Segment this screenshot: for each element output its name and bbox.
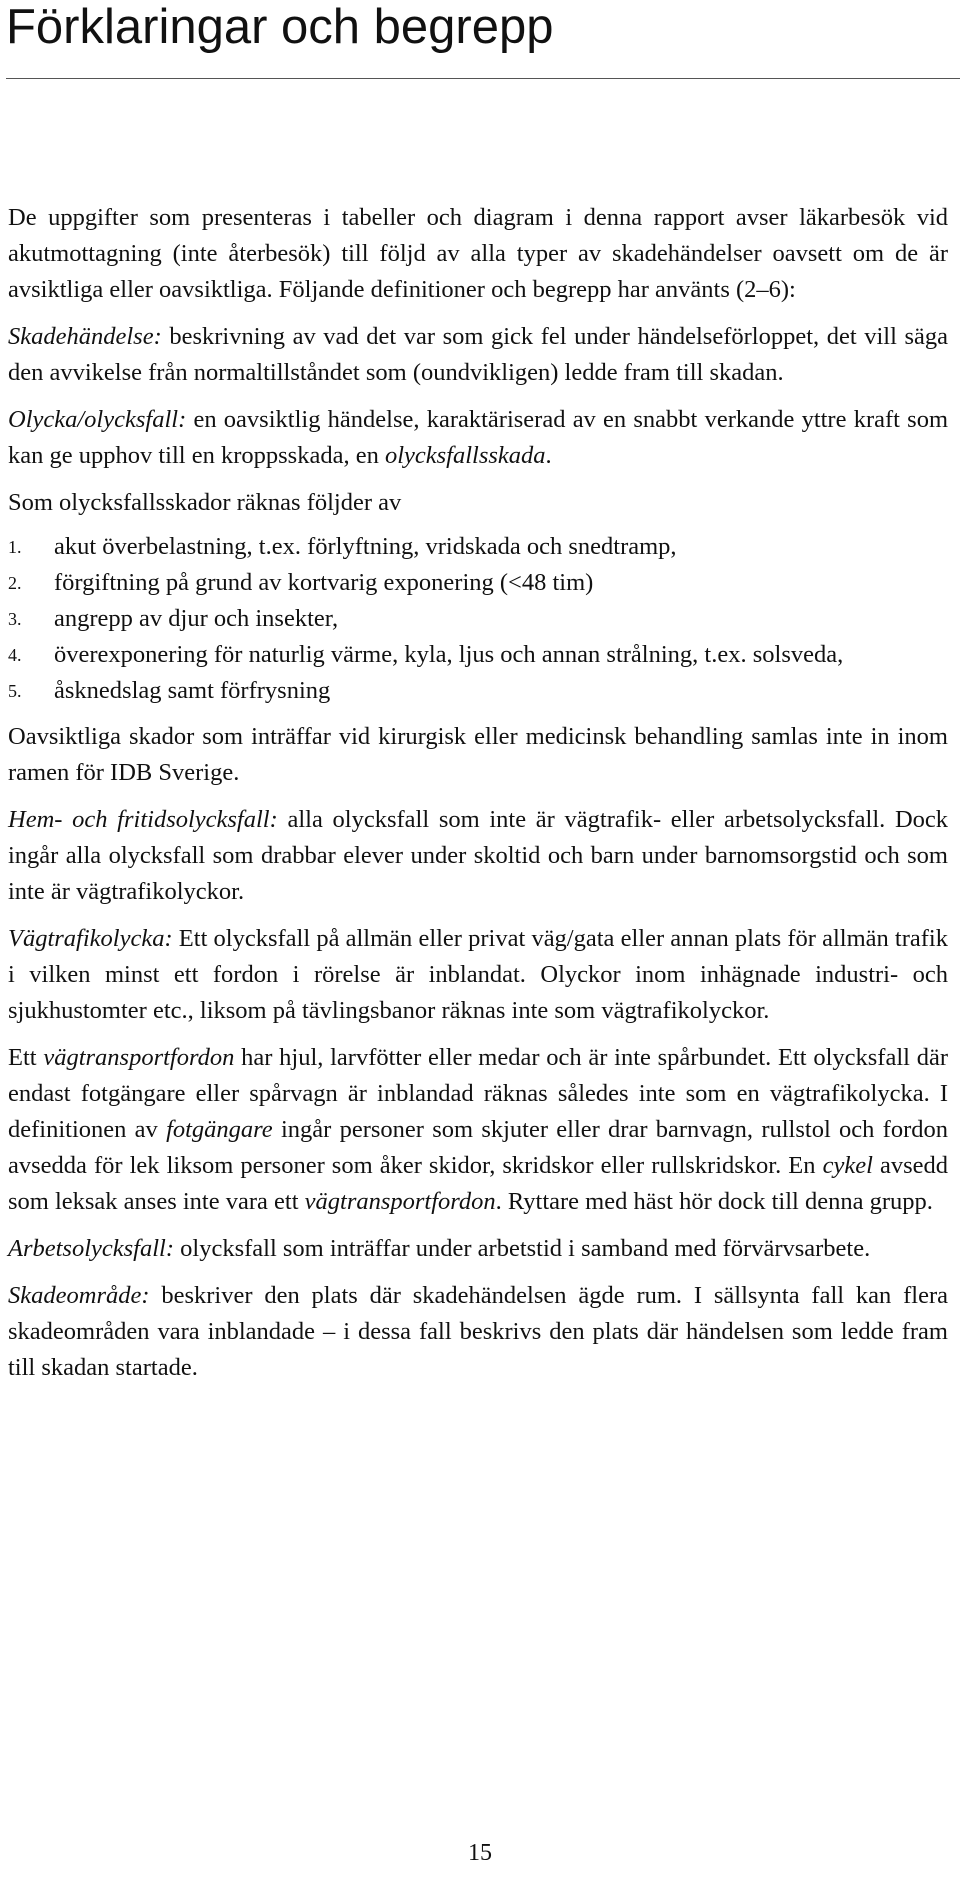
paragraph-text: Ett [8, 1044, 44, 1071]
list-item-number: 4. [8, 645, 22, 665]
list-item-text: överexponering för naturlig värme, kyla, ljus och annan strålning, t.ex. solsveda, [54, 641, 844, 668]
definition-term-inline: cykel [822, 1152, 873, 1179]
definition-text: en oavsiktlig händelse, karaktäriserad av en snabbt verkande yttre kraft som kan ge upphov till en kroppsskada, en [8, 406, 948, 469]
list-item-text: akut överbelastning, t.ex. förlyftning, vridskada och snedtramp, [54, 533, 677, 560]
oavsiktliga-paragraph: Oavsiktliga skador som inträffar vid kirurgisk eller medicinsk behandling samlas inte in inom ramen för IDB Sverige. [8, 723, 948, 786]
document-body [8, 200, 948, 1397]
definition-text: alla olycksfall som inte är vägtrafik- eller arbetsolycksfall. Dock ingår alla olycksfall som drabbar elever under skoltid och barn under barnomsorgstid och som inte är vägtrafikolyckor. [8, 806, 949, 905]
title-divider [6, 78, 960, 79]
definition-term: Arbetsolycksfall: [8, 1235, 175, 1262]
definition-arbetsolycksfall [8, 1231, 948, 1267]
page-title: Förklaringar och begrepp [6, 0, 554, 54]
definition-olycka [8, 402, 948, 474]
definition-vagtransportfordon [8, 1040, 948, 1220]
list-item [8, 529, 948, 565]
injury-causes-list [8, 529, 948, 709]
paragraph-text: . Ryttare med häst hör dock till denna grupp. [495, 1188, 933, 1215]
definition-text: beskrivning av vad det var som gick fel under händelseförloppet, det vill säga den avvikelse från normaltillståndet som (oundvikligen) ledde fram till skadan. [8, 323, 948, 386]
definition-term: Skadehändelse: [8, 323, 162, 350]
definition-term: Vägtrafikolycka: [8, 925, 173, 952]
list-item-text: förgiftning på grund av kortvarig exponering (<48 tim) [54, 569, 594, 596]
intro-paragraph: De uppgifter som presenteras i tabeller och diagram i denna rapport avser läkarbesök vid akutmottagning (inte återbesök) till följd av alla typer av skadehändelser oavsett om de är avsiktliga eller oavsiktliga. Följande definitioner och begrepp har använts (2–6): [8, 204, 948, 303]
definition-text: . [545, 442, 552, 469]
definition-skadeomrade [8, 1278, 948, 1386]
list-item-number: 1. [8, 537, 22, 557]
definition-term-inline: fotgängare [166, 1116, 273, 1143]
definition-term: Hem- och fritidsolycksfall: [8, 806, 278, 833]
list-item-number: 3. [8, 609, 22, 629]
definition-text: Ett olycksfall på allmän eller privat väg/gata eller annan plats för allmän trafik i vilken minst ett fordon i rörelse är inblandat. Olyckor inom inhägnade industri- och sjukhustomter etc., liksom på tävlingsbanor räknas inte som vägtrafikolyckor. [8, 925, 948, 1024]
list-intro: Som olycksfallsskador räknas följder av [8, 489, 402, 516]
definition-vagtrafik [8, 921, 948, 1029]
list-item-number: 5. [8, 681, 22, 701]
list-item [8, 601, 948, 637]
list-item [8, 565, 948, 601]
paragraph-text: har hjul, larvfötter eller medar och är inte spårbundet. Ett olycksfall där endast fotgängare eller spårvagn är inblandad räknas således inte som en vägtrafikolycka. I definitionen av [8, 1044, 948, 1143]
page-number: 15 [468, 1840, 492, 1866]
definition-term: Olycka/olycksfall: [8, 406, 187, 433]
definition-term: Skadeområde: [8, 1282, 150, 1309]
list-item [8, 673, 948, 709]
paragraph-text: avsedd som leksak anses inte vara ett [8, 1152, 948, 1215]
definition-term-inline: olycksfallsskada [384, 442, 546, 469]
paragraph-text: ingår personer som skjuter eller drar barnvagn, rullstol och fordon avsedda för lek liksom personer som åker skidor, skridskor eller rullskridskor. En [8, 1116, 948, 1179]
definition-text: beskriver den plats där skadehändelsen ägde rum. I sällsynta fall kan flera skadeområden vara inblandade – i dessa fall beskrivs den plats där händelsen som ledde fram till skadan startade. [8, 1282, 948, 1381]
list-item-number: 2. [8, 573, 22, 593]
definition-text: olycksfall som inträffar under arbetstid i samband med förvärvsarbete. [174, 1235, 871, 1262]
list-item-text: angrepp av djur och insekter, [54, 605, 339, 632]
list-item-text: åsknedslag samt förfrysning [54, 677, 331, 704]
list-item [8, 637, 948, 673]
definition-term-inline: vägtransportfordon [43, 1044, 235, 1071]
definition-skadehandelse [8, 319, 948, 391]
definition-hem-fritid [8, 802, 948, 910]
definition-term-inline: vägtransportfordon [304, 1188, 496, 1215]
